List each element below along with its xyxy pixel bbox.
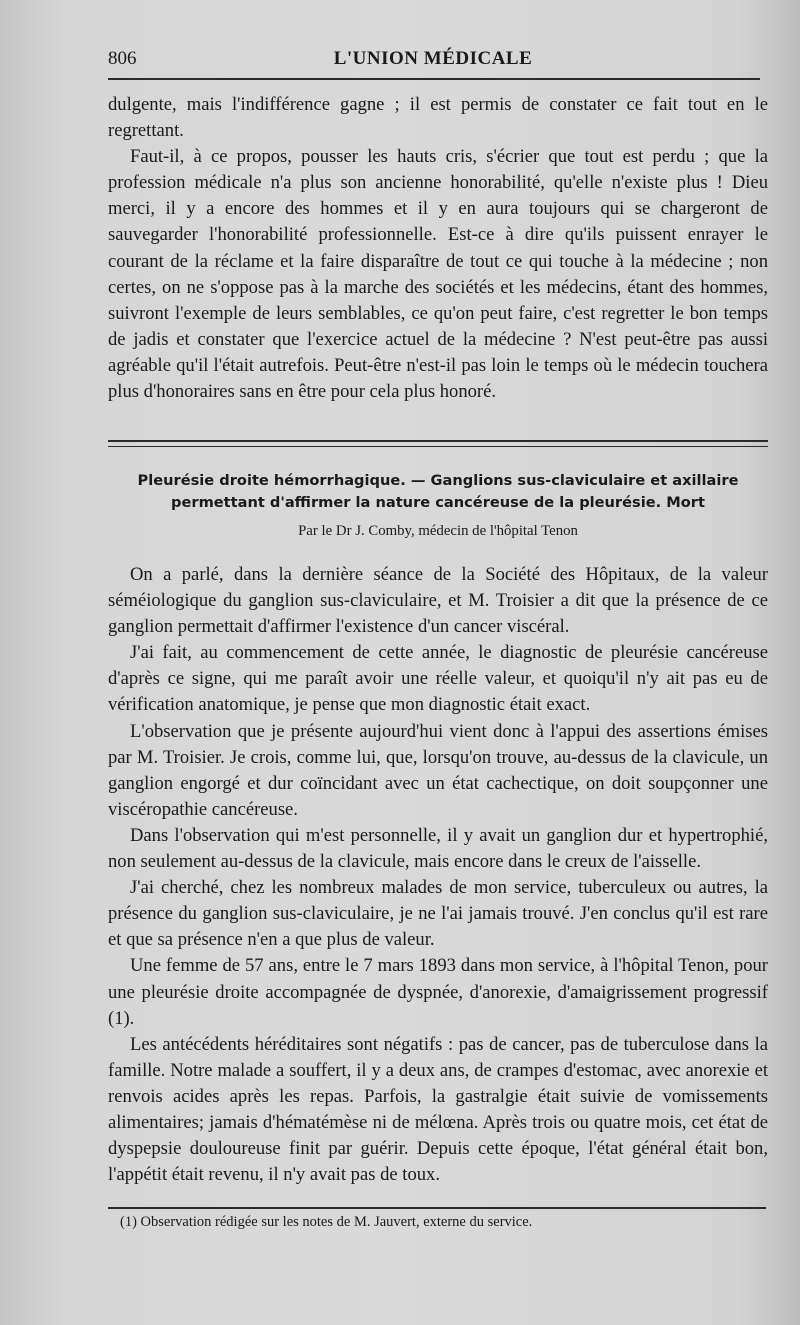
page-header [108,46,758,76]
separator-rule [108,446,768,447]
footnote: (1) Observation rédigée sur les notes de M. Jauvert, externe du service. [120,1214,533,1230]
paragraph: Faut-il, à ce propos, pousser les hauts cris, s'écrier que tout est perdu ; que la profession médicale n'a plus son ancienne honorabilité, qu'elle n'existe plus ! Dieu merci, il y a encore des hommes et il y en aura toujours qui se chargeront de sauvegarder l'honorabilité professionnelle. Est-ce à dire qu'ils puissent enrayer le courant de la réclame et la faire disparaître de tout ce qui touche à la médecine ; non certes, on ne s'oppose pas à la marche des sociétés et les médecins, étant des hommes, suivront l'exemple de leurs semblables, ce qu'on peut faire, c'est regretter le bon temps de jadis et constater que l'exercice actuel de la médecine ? N'est peut-être pas aussi agréable qu'il l'était autrefois. Peut-être n'est-il pas loin le temps où le médecin touchera plus d'honoraires sans en être pour cela plus honoré. [108,146,768,403]
header-rule [108,78,760,80]
article-title-line: permettant d'affirmer la nature cancéreuse de la pleurésie. Mort [171,494,705,511]
paragraph: L'observation que je présente aujourd'hui vient donc à l'appui des assertions émises par M. Troisier. Je crois, comme lui, que, lorsqu'on trouve, au-dessus de la clavicule, un ganglion engorgé et dur coïncidant avec un état cachectique, on doit soupçonner une viscéropathie cancéreuse. [108,720,768,820]
article-title [108,470,768,514]
article-byline: Par le Dr J. Comby, médecin de l'hôpital Tenon [298,523,578,539]
section-separator [108,440,768,447]
paragraph: dulgente, mais l'indifférence gagne ; il est permis de constater ce fait tout en le regrettant. [108,94,768,142]
paragraph: Les antécédents héréditaires sont négatifs : pas de cancer, pas de tuberculose dans la famille. Notre malade a souffert, il y a deux ans, de crampes d'estomac, avec anorexie et renvois acides après les repas. Parfois, la gastralgie était suivie de vomissements alimentaires; jamais d'hématémèse ni de mélœna. Après trois ou quatre mois, cet état de dyspepsie douloureuse finit par guérir. Depuis cette époque, l'état général était bon, l'appétit était revenu, il n'y avait pas de toux. [108,1033,768,1186]
paragraph: J'ai cherché, chez les nombreux malades de mon service, tuberculeux ou autres, la présence du ganglion sus-claviculaire, je ne l'ai jamais trouvé. J'en conclus qu'il est rare et que sa présence n'en a que plus de valeur. [108,877,768,951]
page-number: 806 [108,48,137,69]
running-title: L'UNION MÉDICALE [333,48,533,69]
separator-rule [108,440,768,442]
previous-article-ending [108,92,768,405]
footnote-rule [108,1207,766,1209]
article-body [108,562,768,1188]
paragraph: J'ai fait, au commencement de cette année, le diagnostic de pleurésie cancéreuse d'après ce signe, qui me paraît avoir une réelle valeur, et quoiqu'il n'y ait pas eu de vérification anatomique, je pense que mon diagnostic était exact. [108,642,768,716]
paragraph: On a parlé, dans la dernière séance de la Société des Hôpitaux, de la valeur séméiologique du ganglion sus-claviculaire, et M. Troisier a dit que la présence de ce ganglion permettait d'affirmer l'existence d'un cancer viscéral. [108,564,768,638]
paragraph: Dans l'observation qui m'est personnelle, il y avait un ganglion dur et hypertrophié, non seulement au-dessus de la clavicule, mais encore dans le creux de l'aisselle. [108,824,768,873]
article-title-line: Pleurésie droite hémorrhagique. — Ganglions sus-claviculaire et axillaire [137,472,739,489]
paragraph: Une femme de 57 ans, entre le 7 mars 1893 dans mon service, à l'hôpital Tenon, pour une pleurésie droite accompagnée de dyspnée, d'anorexie, d'amaigrissement progressif (1). [108,955,768,1029]
